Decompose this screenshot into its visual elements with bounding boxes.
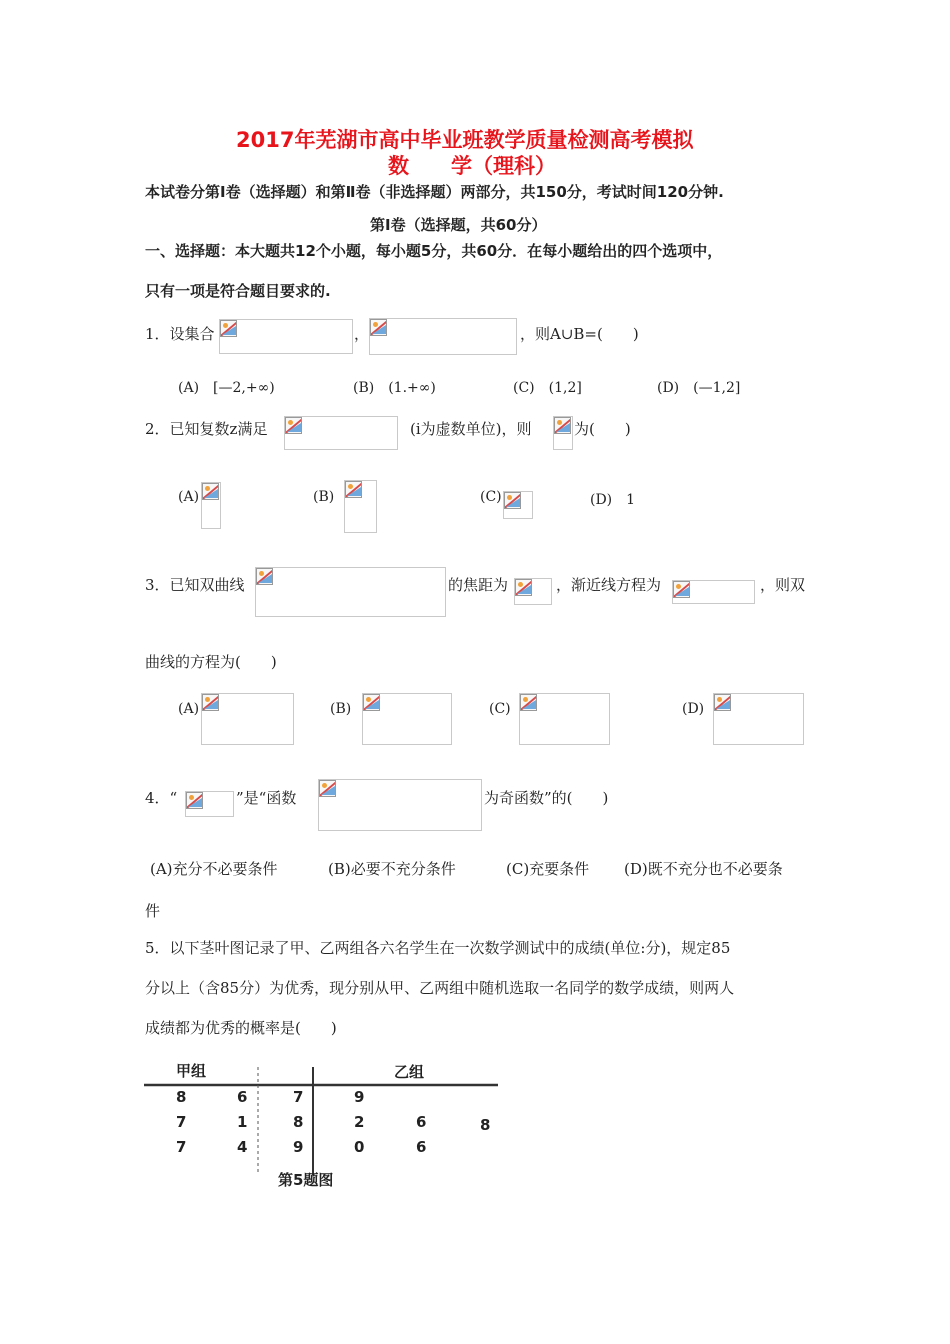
broken-image-icon <box>202 483 219 500</box>
section-description-1: 一、选择题：本大题共12个小题，每小题5分，共60分．在每小题给出的四个选项中， <box>145 242 723 260</box>
q4-option-b: (B)必要不充分条件 <box>328 860 456 878</box>
broken-image-icon <box>319 780 336 797</box>
leaf-left: 4 <box>237 1138 248 1156</box>
leaf-right: 9 <box>354 1088 365 1106</box>
leaf-left: 8 <box>176 1088 187 1106</box>
q1-set-a-image <box>219 319 353 354</box>
q4-option-a: (A)充分不必要条件 <box>150 860 278 878</box>
stem: 7 <box>293 1088 304 1106</box>
title-line-2: 数 学（理科） <box>388 154 556 178</box>
leaf-left: 7 <box>176 1113 187 1131</box>
q2-suffix: 为( ) <box>574 420 631 438</box>
leaf-left: 6 <box>237 1088 248 1106</box>
leaf-right: 8 <box>480 1116 491 1134</box>
q1-set-b-image <box>369 318 517 355</box>
broken-image-icon <box>186 792 203 809</box>
q3-option-a-image <box>201 693 294 745</box>
title-line-1: 2017年芜湖市高中毕业班教学质量检测高考模拟 <box>236 128 694 152</box>
q2-prefix: 2．已知复数z满足 <box>145 420 268 438</box>
leaf-right: 0 <box>354 1138 365 1156</box>
q4-prefix: 4．“ <box>145 789 178 807</box>
q3-option-d: (D) <box>682 701 705 717</box>
section-description-2: 只有一项是符合题目要求的. <box>145 282 331 300</box>
q1-option-c: (C) (1,2] <box>513 380 582 396</box>
leaf-left: 7 <box>176 1138 187 1156</box>
q2-option-d: (D) 1 <box>590 492 636 508</box>
q3-option-d-image <box>713 693 804 745</box>
q4-function-image <box>318 779 482 831</box>
q3-suffix: ，则双 <box>760 576 806 594</box>
right-group-header: 乙组 <box>394 1063 425 1081</box>
broken-image-icon <box>714 694 731 711</box>
q1-suffix: ，则A∪B=( ) <box>520 325 639 343</box>
q4-option-d-wrap: 件 <box>145 902 161 920</box>
q2-option-c: (C) <box>480 489 502 505</box>
q3-line-2: 曲线的方程为( ) <box>145 653 277 671</box>
broken-image-icon <box>504 492 521 509</box>
broken-image-icon <box>370 319 387 336</box>
q2-option-b-image <box>344 480 377 533</box>
broken-image-icon <box>554 417 571 434</box>
leaf-left: 1 <box>237 1113 248 1131</box>
broken-image-icon <box>515 579 532 596</box>
figure-caption: 第5题图 <box>278 1171 334 1189</box>
broken-image-icon <box>363 694 380 711</box>
exam-intro: 本试卷分第Ⅰ卷（选择题）和第Ⅱ卷（非选择题）两部分，共150分，考试时间120分钟. <box>145 183 724 201</box>
broken-image-icon <box>256 568 273 585</box>
q3-hyperbola-image <box>255 567 446 617</box>
leaf-right: 6 <box>416 1138 427 1156</box>
q4-middle: ”是“函数 <box>236 789 297 807</box>
q1-prefix: 1．设集合 <box>145 325 215 343</box>
q3-option-c-image <box>519 693 610 745</box>
q2-option-a: (A) <box>178 489 200 505</box>
q3-option-b: (B) <box>330 701 352 717</box>
q3-asymptote-image <box>672 580 755 604</box>
q1-option-d: (D) (—1,2] <box>657 380 741 396</box>
broken-image-icon <box>673 581 690 598</box>
q4-option-c: (C)充要条件 <box>506 860 590 878</box>
q2-equation-image <box>284 416 398 450</box>
q3-option-a: (A) <box>178 701 200 717</box>
broken-image-icon <box>285 417 302 434</box>
q2-option-b: (B) <box>313 489 335 505</box>
q2-expression-image <box>553 416 573 450</box>
q3-option-b-image <box>362 693 452 745</box>
q3-middle-2: ，渐近线方程为 <box>556 576 662 594</box>
q4-suffix: 为奇函数”的( ) <box>484 789 609 807</box>
q3-middle-1: 的焦距为 <box>448 576 509 594</box>
leaf-right: 6 <box>416 1113 427 1131</box>
q1-comma: ， <box>354 325 370 343</box>
q5-line-3: 成绩都为优秀的概率是( ) <box>145 1019 337 1037</box>
q2-option-c-image <box>503 491 533 519</box>
q4-condition-image <box>185 791 234 817</box>
q2-option-a-image <box>201 482 221 529</box>
q4-option-d: (D)既不充分也不必要条 <box>624 860 783 878</box>
q1-option-b: (B) (1.+∞) <box>353 380 436 396</box>
q5-line-1: 5．以下茎叶图记录了甲、乙两组各六名学生在一次数学测试中的成绩(单位:分)，规定85 <box>145 939 731 957</box>
q3-focal-length-image <box>514 578 552 605</box>
left-group-header: 甲组 <box>176 1062 207 1080</box>
broken-image-icon <box>220 320 237 337</box>
broken-image-icon <box>202 694 219 711</box>
q5-line-2: 分以上（含85分）为优秀，现分别从甲、乙两组中随机选取一名同学的数学成绩，则两人 <box>145 979 735 997</box>
stem: 9 <box>293 1138 304 1156</box>
stem-leaf-plot <box>140 1055 505 1195</box>
q2-middle: (i为虚数单位)，则 <box>410 420 532 438</box>
q3-prefix: 3．已知双曲线 <box>145 576 245 594</box>
broken-image-icon <box>345 481 362 498</box>
q3-option-c: (C) <box>489 701 511 717</box>
broken-image-icon <box>520 694 537 711</box>
q1-option-a: (A) [—2,+∞) <box>178 380 275 396</box>
section-title: 第Ⅰ卷（选择题，共60分） <box>370 216 547 234</box>
stem: 8 <box>293 1113 304 1131</box>
leaf-right: 2 <box>354 1113 365 1131</box>
